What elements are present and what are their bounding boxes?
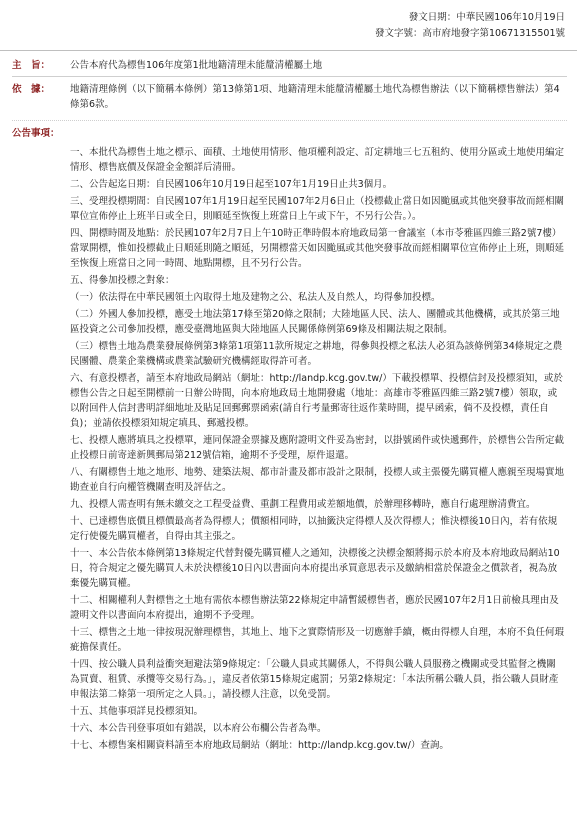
- notice-item: 七、投標人應將填具之投標單，連同保證金票據及應附證明文件妥為密封，以掛號函件或快遞郵件，於標售公告所定截止投標日前寄達新興郵局第212號信箱，逾期不予受理，原件退還。: [70, 435, 565, 461]
- notice-item: 十一、本公告依本條例第13條規定代替對優先購買權人之通知，決標後之決標金額將揭示於本府及本府地政局網站10日，符合規定之優先購買人未於決標後10日內以書面向本府提出承買意思表示及繳納相當於保證金之價款者，視為放棄優先購買權。: [70, 548, 560, 589]
- notice-item: 十六、本公告刊登事項如有錯誤，以本府公布欄公告者為準。: [70, 723, 327, 734]
- basis-row: [12, 82, 567, 116]
- subject-divider: [12, 76, 567, 77]
- notice-row: [12, 126, 567, 142]
- notice-item: 十三、標售之土地一律按現況辦理標售，其地上、地下之實際情形及一切應辦手續，概由得標人自理，本府不負任何瑕疵擔保責任。: [70, 627, 565, 653]
- notice-items: [70, 145, 565, 755]
- basis-divider-wrap: [12, 120, 567, 121]
- document-header: [375, 10, 565, 42]
- notice-item: 三、受理投標期間：自民國107年1月19日起至民國107年2月6日止（投標截止當日如因颱風或其他突發事故而經相關單位宣佈停止上班半日或全日，則順延至恢復上班當日上午或下午，不另行公告。）。: [70, 196, 564, 222]
- subject-text: 公告本府代為標售106年度第1批地籍清理未能釐清權屬土地: [70, 60, 323, 71]
- notice-item: 五、得參加投標之對象：: [70, 275, 175, 286]
- notice-item: 一、本批代為標售土地之標示、面積、土地使用情形、他項權利設定、訂定耕地三七五租約、使用分區或土地使用編定情形、標售底價及保證金金額詳后清冊。: [70, 147, 565, 173]
- notice-item: 九、投標人需查明有無未繳交之工程受益費、重劃工程費用或差額地價，於辦理移轉時，應自行處理辦清費宜。: [70, 499, 536, 510]
- notice-item: 十五、其他事項詳見投標須知。: [70, 706, 204, 717]
- basis-divider: [12, 120, 567, 121]
- notice-item: 六、有意投標者，請至本府地政局網站（網址：http://landp.kcg.gov.tw/）下載投標單、投標信封及投標須知，或於標售公告之日起至開標前一日辦公時間，向本府地政局土地開發處（地址：高雄市苓雅區四維三路2號7樓）領取，或以附回件人信封書明詳細地址及貼足回郵郵票函索(請自行考量郵寄往返作業時間，提早函索，倘不及投標，責任自負)；並請依投標須知規定填具、郵遞投標。: [70, 373, 563, 429]
- notice-item: 十、已達標售底價且標價最高者為得標人；價額相同時，以抽籤決定得標人及次得標人；惟決標後10日內，若有依規定行使優先購買權者，自得由其主張之。: [70, 516, 558, 542]
- notice-item: 八、有關標售土地之地形、地勢、建築法規、都市計畫及都市設計之限制，投標人或主張優先購買權人應親至現場實地勘查並自行向權管機關查明及評估之。: [70, 467, 565, 493]
- subject-divider-wrap: [12, 76, 567, 77]
- document-number: 發文字號：高市府地發字第10671315501號: [375, 28, 565, 39]
- notice-item: 二、公告起迄日期：自民國106年10月19日起至107年1月19日止共3個月。: [70, 179, 393, 190]
- notice-item: 十二、相關權利人對標售之土地有需依本標售辦法第22條規定申請暫緩標售者，應於民國107年2月1日前檢具理由及證明文件以書面向本府提出，逾期不予受理。: [70, 595, 559, 621]
- subject-row: [12, 58, 567, 74]
- notice-item: 十四、按公職人員利益衝突迴避法第9條規定：「公職人員或其關係人，不得與公職人員服務之機關或受其監督之機關為買賣、租賃、承攬等交易行為。」，違反者依第15條規定處罰；另第2條規定：「本法所稱公職人員，指公職人員財產申報法第二條第一項所定之人員。」，請投標人注意，以免受罰。: [70, 659, 559, 700]
- basis-label: 依 據：: [12, 84, 51, 95]
- subject-label: 主 旨：: [12, 60, 51, 71]
- notice-item: 四、開標時間及地點：於民國107年2月7日上午10時正準時假本府地政局第一會議室（本市苓雅區四維三路2號7樓）當眾開標，惟如投標截止日順延則隨之順延，另開標當天如因颱風或其他突發事故而經相關單位宣佈停止上班，則順延至恢復上班當日之同一時間、地點開標，且不另行公告。: [70, 228, 565, 269]
- notice-item: （三）標售土地為農業發展條例第3條第1項第11款所規定之耕地，得參與投標之私法人必須為該條例第34條規定之農民團體、農業企業機構或農業試驗研究機構經取得許可者。: [70, 341, 563, 367]
- notice-item: 十七、本標售案相關資料請至本府地政局網站（網址：http://landp.kcg.gov.tw/）查詢。: [70, 740, 449, 751]
- header-divider: [0, 50, 577, 51]
- issue-date: 發文日期：中華民國106年10月19日: [408, 12, 565, 23]
- notice-item: （二）外國人參加投標，應受土地法第17條至第20條之限制；大陸地區人民、法人、團體或其他機構，或其於第三地區投資之公司參加投標，應受臺灣地區與大陸地區人民關係條例第69條及相關法規之限制。: [70, 309, 560, 335]
- basis-text: 地籍清理條例（以下簡稱本條例）第13條第1項、地籍清理未能釐清權屬土地代為標售辦法（以下簡稱標售辦法）第4條第6款。: [70, 84, 560, 110]
- notice-label: 公告事項：: [12, 128, 60, 139]
- notice-item: （一）依法得在中華民國領土內取得土地及建物之公、私法人及自然人，均得參加投標。: [70, 292, 441, 303]
